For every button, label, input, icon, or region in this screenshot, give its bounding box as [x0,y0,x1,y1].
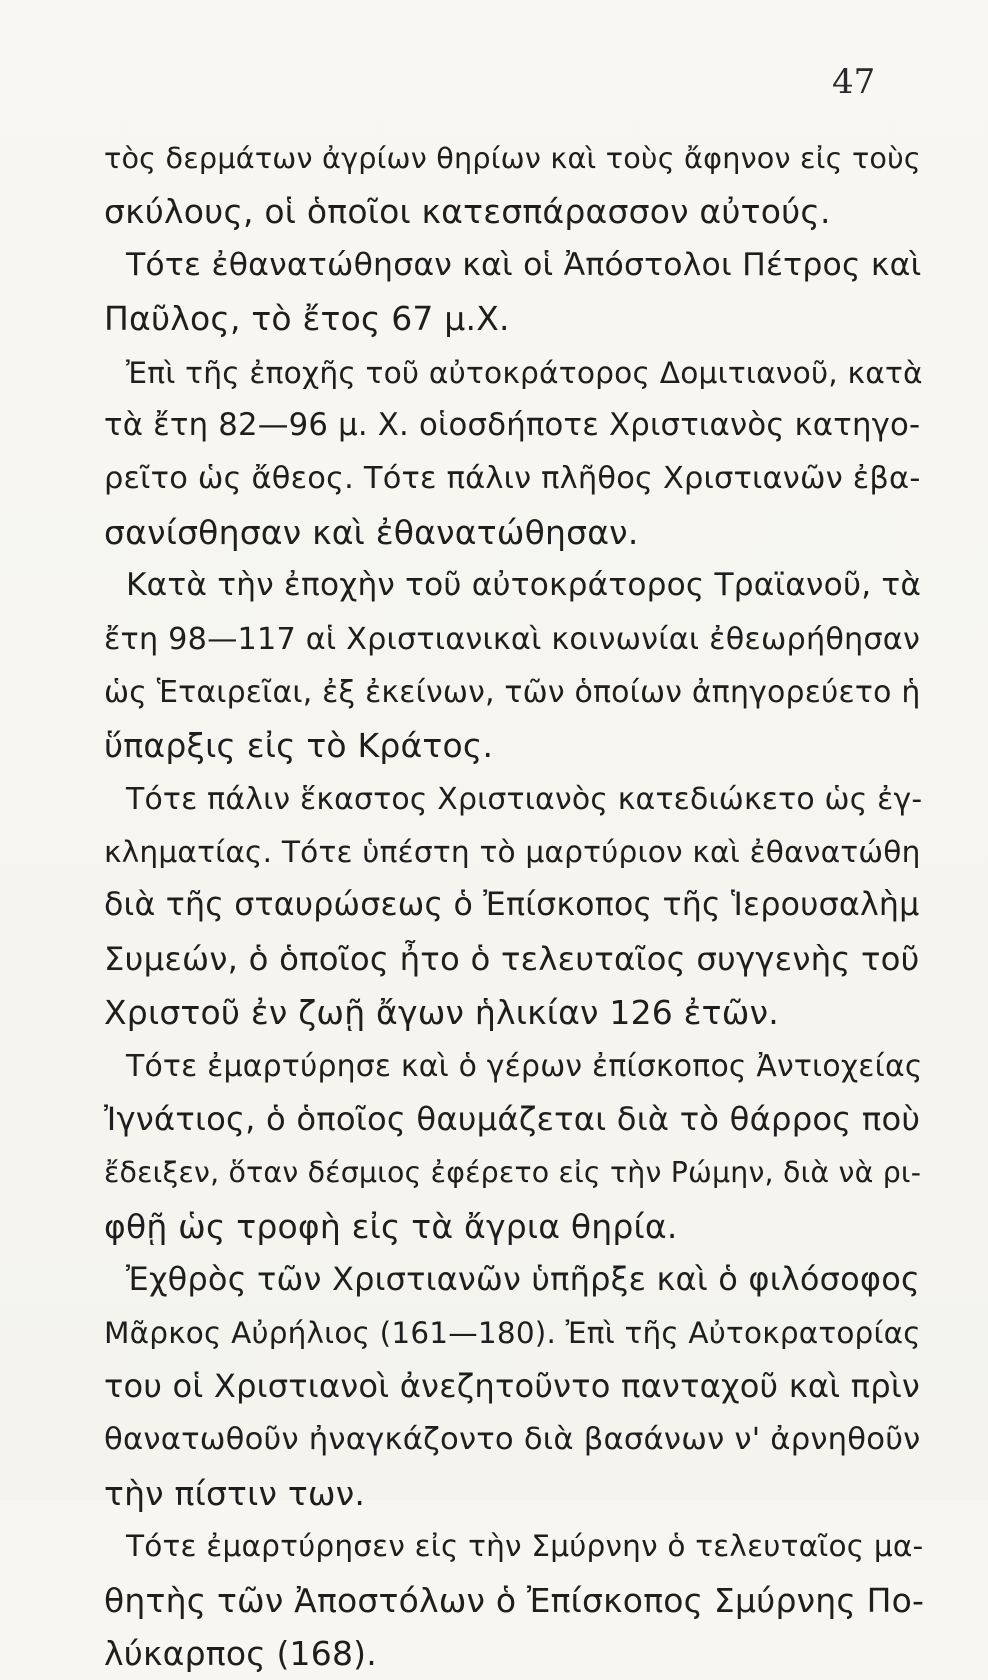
text-line: Ἐπὶ τῆς ἐποχῆς τοῦ αὐτοκράτορος Δομιτιανοῦ, κατὰ [126,354,923,390]
page-number: 47 [832,62,876,102]
text-line: Τότε πάλιν ἕκαστος Χριστιανὸς κατεδιώκετο ὡς ἐγ- [126,781,923,817]
text-line: σκύλους, οἱ ὁποῖοι κατεσπάρασσον αὐτούς. [104,192,831,232]
text-line: φθῇ ὡς τροφὴ εἰς τὰ ἄγρια θηρία. [104,1206,678,1246]
text-line: Τότε ἐθανατώθησαν καὶ οἱ Ἀπόστολοι Πέτρος καὶ [126,246,922,283]
text-line: ὕπαρξις εἰς τὸ Κράτος. [104,726,494,766]
text-line: διὰ τῆς σταυρώσεως ὁ Ἐπίσκοπος τῆς Ἱερουσαλὴμ [104,887,920,924]
text-line: τὰ ἔτη 82—96 μ. Χ. οἱοσδήποτε Χριστιανὸς κατηγο- [104,406,921,443]
text-line: θητὴς τῶν Ἀποστόλων ὁ Ἐπίσκοπος Σμύρνης Πο- [104,1580,925,1620]
text-line: κληματίας. Τότε ὑπέστη τὸ μαρτύριον καὶ ἐθανατώθη [104,835,921,870]
text-line: λύκαρπος (168). [104,1633,377,1673]
text-line: τὴν πίστιν των. [104,1473,366,1513]
text-line: τὸς δερμάτων ἀγρίων θηρίων καὶ τοὺς ἄφηνον εἰς τοὺς [104,141,921,175]
text-line: Τότε ἐμαρτύρησεν εἰς τὴν Σμύρνην ὁ τελευταῖος μα- [126,1529,924,1564]
body-text [104,132,924,1680]
text-line: Συμεών, ὁ ὁποῖος ἦτο ὁ τελευταῖος συγγενὴς τοῦ [104,939,920,978]
text-line: Ἰγνάτιος, ὁ ὁποῖος θαυμάζεται διὰ τὸ θάρρος ποὺ [104,1100,921,1139]
text-line: Μᾶρκος Αὐρήλιος (161—180). Ἐπὶ τῆς Αὐτοκρατορίας [104,1315,921,1350]
text-line: θανατωθοῦν ἠναγκάζοντο διὰ βασάνων ν' ἀρνηθοῦν [104,1422,921,1458]
text-line: σανίσθησαν καὶ ἐθανατώθησαν. [104,512,639,552]
text-line: Κατὰ τὴν ἐποχὴν τοῦ αὐτοκράτορος Τραϊανοῦ, τὰ [126,567,922,604]
text-line: Ἐχθρὸς τῶν Χριστιανῶν ὑπῆρξε καὶ ὁ φιλόσοφος [126,1260,920,1299]
text-line: ἔτη 98—117 αἱ Χριστιανικαὶ κοινωνίαι ἐθεωρήθησαν [104,621,921,657]
text-line: ἔδειξεν, ὅταν δέσμιος ἐφέρετο εἰς τὴν Ρώμην, διὰ νὰ ρι- [104,1156,922,1190]
text-line: του οἱ Χριστιανοὶ ἀνεζητοῦντο πανταχοῦ καὶ πρὶν [104,1366,921,1405]
text-line: ρεῖτο ὡς ἄθεος. Τότε πάλιν πλῆθος Χριστιανῶν ἐβα- [104,461,921,497]
text-line: Παῦλος, τὸ ἔτος 67 μ.Χ. [104,299,510,339]
text-line: Τότε ἐμαρτύρησε καὶ ὁ γέρων ἐπίσκοπος Ἀντιοχείας [126,1048,923,1084]
text-line: ὡς Ἑταιρεῖαι, ἐξ ἐκείνων, τῶν ὁποίων ἀπηγορεύετο ἡ [104,674,921,710]
text-line: Χριστοῦ ἐν ζωῇ ἄγων ἡλικίαν 126 ἐτῶν. [104,993,779,1033]
